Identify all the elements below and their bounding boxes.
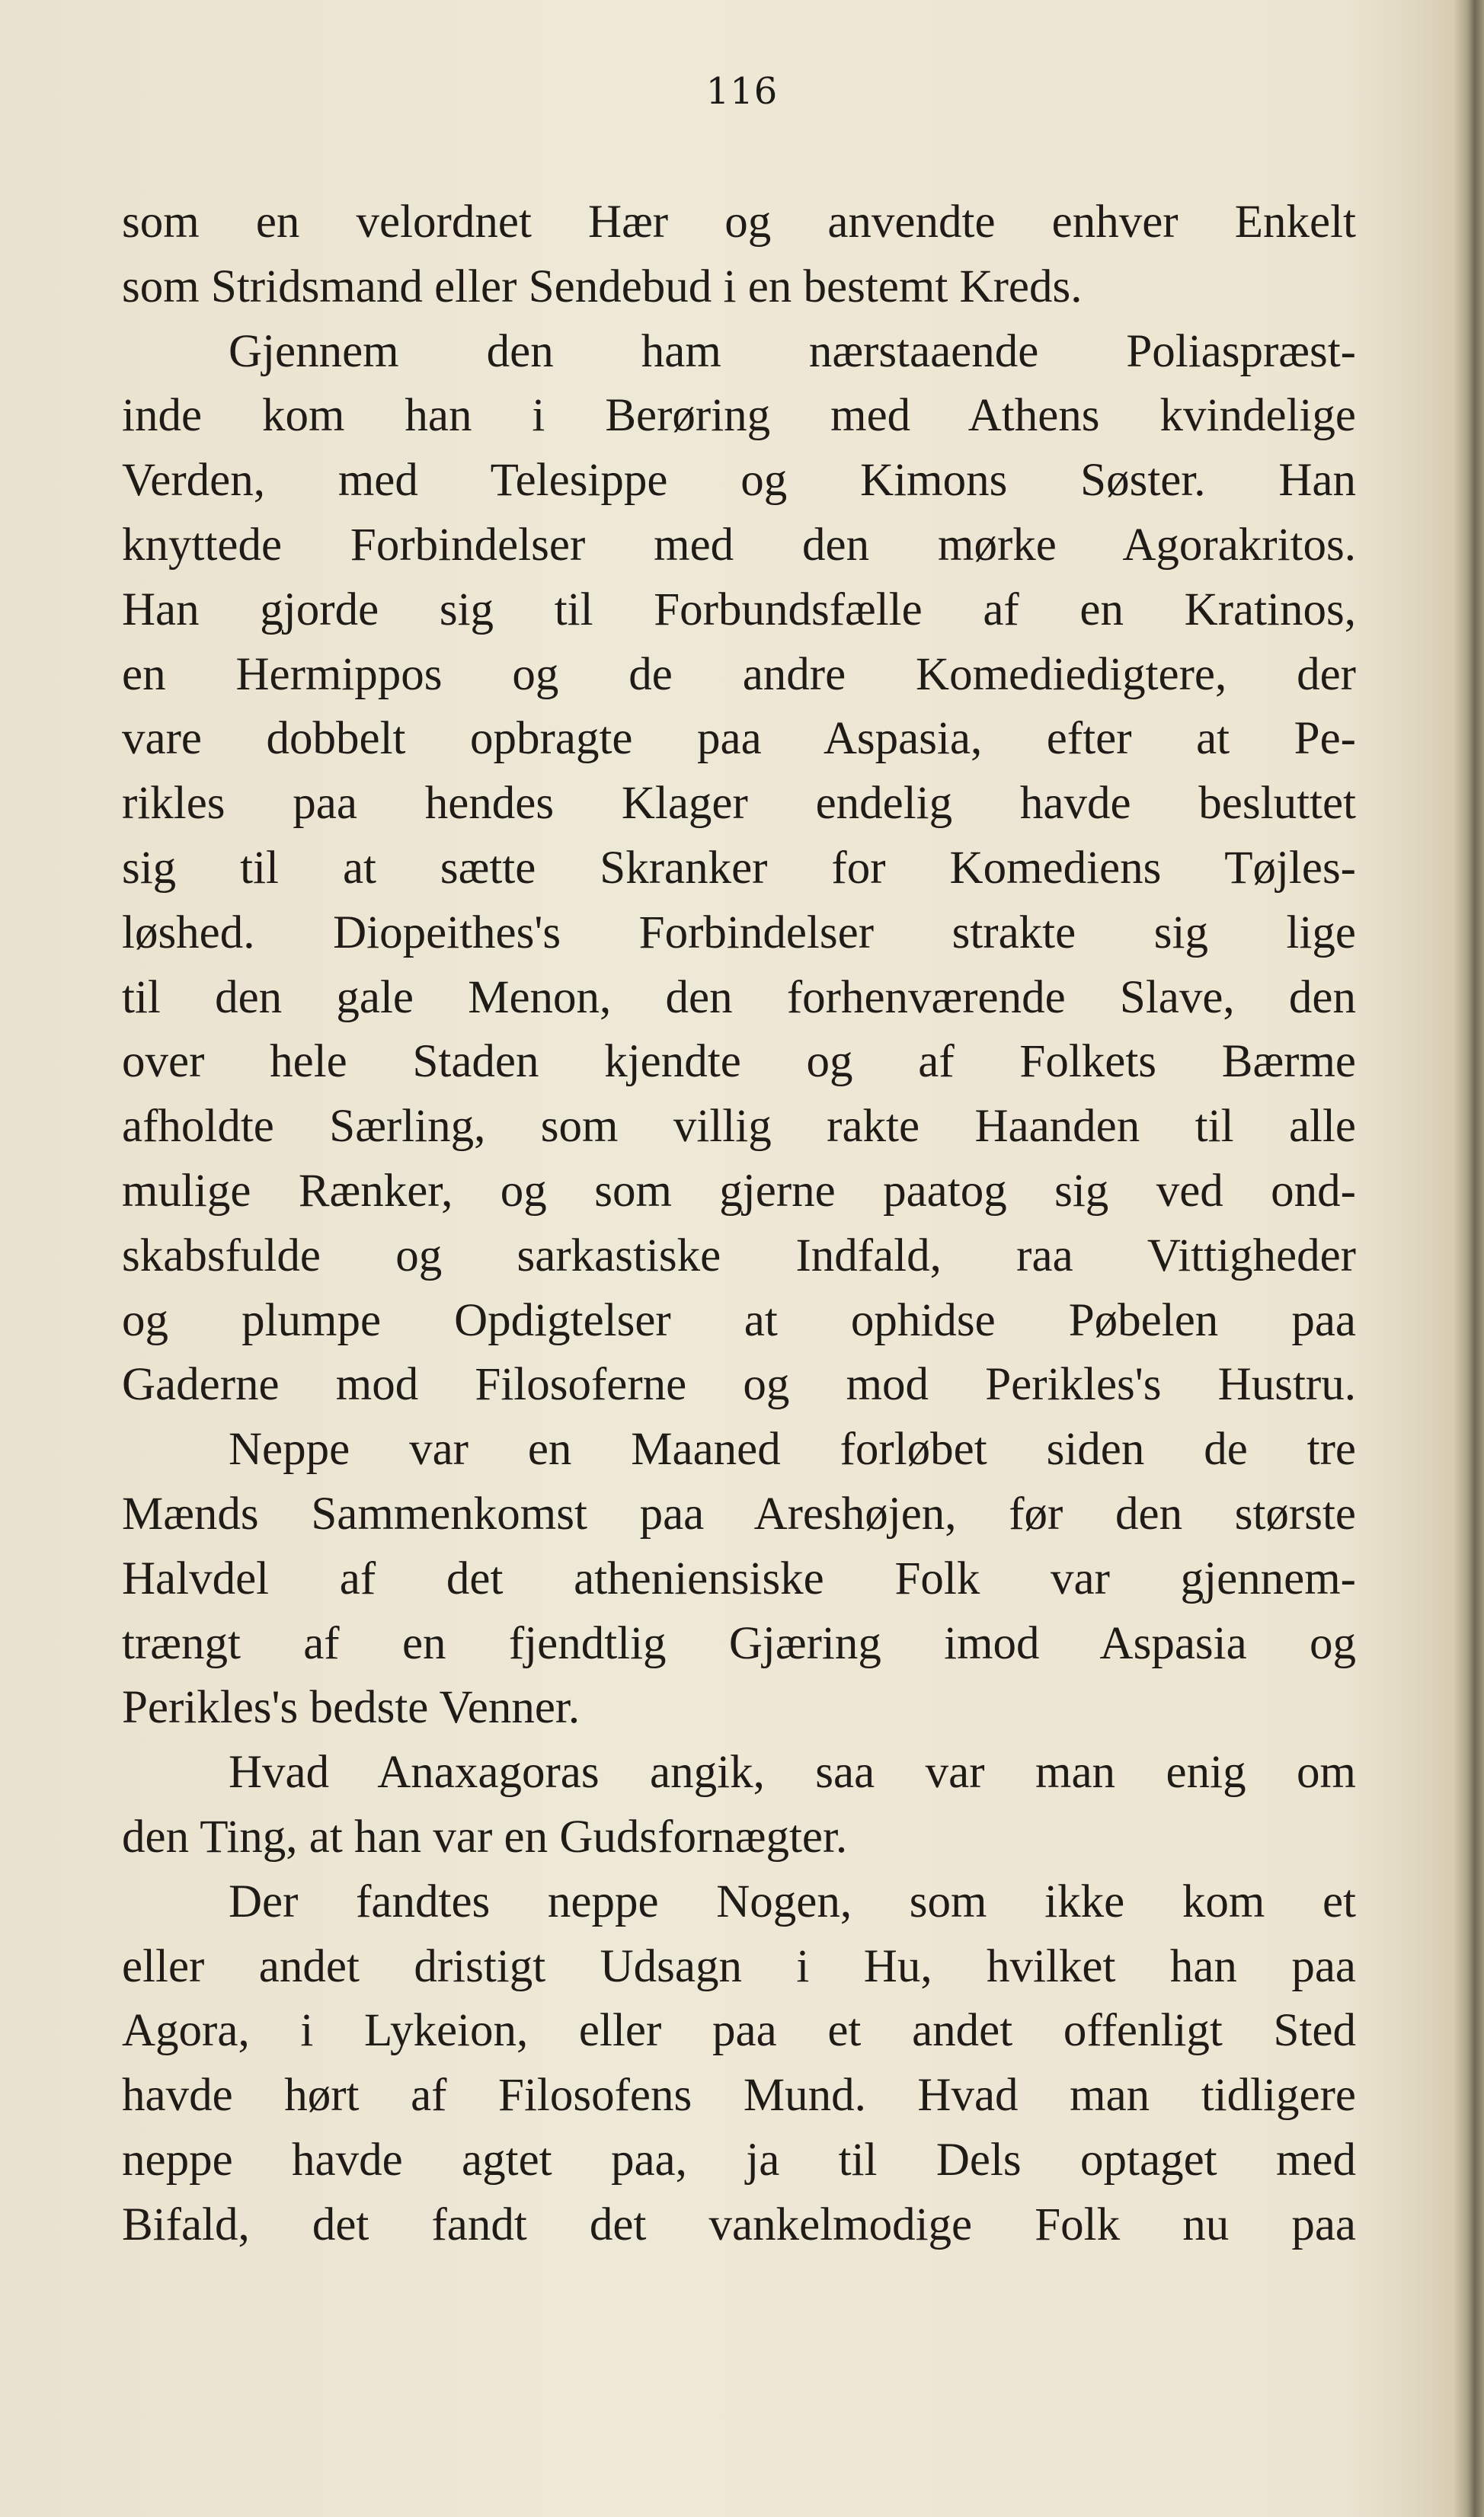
text-line: Mænds Sammenkomst paa Areshøjen, før den største — [122, 1488, 1356, 1540]
text-line: eller andet dristigt Udsagn i Hu, hvilket han paa — [122, 1940, 1356, 1992]
text-line: som en velordnet Hær og anvendte enhver Enkelt — [122, 197, 1356, 248]
text-line: Neppe var en Maaned forløbet siden de tre — [229, 1424, 1356, 1476]
text-line: Halvdel af det atheniensiske Folk var gjennem- — [122, 1553, 1356, 1604]
body-text — [122, 190, 1356, 2258]
text-line: som Stridsmand eller Sendebud i en bestemt Kreds. — [122, 261, 1083, 312]
text-line: havde hørt af Filosofens Mund. Hvad man tidligere — [122, 2070, 1356, 2122]
text-line: knyttede Forbindelser med den mørke Agorakritos. — [122, 519, 1356, 571]
text-line: løshed. Diopeithes's Forbindelser strakte sig lige — [122, 907, 1356, 958]
text-line: Bifald, det fandt det vankelmodige Folk nu paa — [122, 2199, 1356, 2250]
text-line: Hvad Anaxagoras angik, saa var man enig om — [229, 1747, 1356, 1799]
text-line: neppe havde agtet paa, ja til Dels optaget med — [122, 2134, 1356, 2186]
text-line: Gaderne mod Filosoferne og mod Perikles's Hustru. — [122, 1359, 1356, 1411]
page-edge-shadow — [1454, 0, 1484, 2517]
text-line: en Hermippos og de andre Komediedigtere, der — [122, 648, 1356, 700]
text-line: rikles paa hendes Klager endelig havde besluttet — [122, 778, 1356, 830]
text-line: og plumpe Opdigtelser at ophidse Pøbelen paa — [122, 1294, 1356, 1346]
text-line: til den gale Menon, den forhenværende Slave, den — [122, 971, 1356, 1023]
text-line: Agora, i Lykeion, eller paa et andet offenligt Sted — [122, 2005, 1356, 2057]
text-line: sig til at sætte Skranker for Komediens Tøjles- — [122, 842, 1356, 894]
page-number: 116 — [705, 70, 779, 113]
text-line: mulige Rænker, og som gjerne paatog sig ved ond- — [122, 1165, 1356, 1217]
text-line: Gjennem den ham nærstaaende Poliaspræst- — [229, 325, 1356, 377]
text-line: skabsfulde og sarkastiske Indfald, raa Vittigheder — [122, 1230, 1356, 1281]
text-line: Perikles's bedste Venner. — [122, 1682, 580, 1734]
text-line: afholdte Særling, som villig rakte Haanden til alle — [122, 1101, 1356, 1153]
text-line: den Ting, at han var en Gudsfornægter. — [122, 1811, 848, 1863]
text-line: vare dobbelt opbragte paa Aspasia, efter at Pe- — [122, 713, 1356, 765]
text-line: trængt af en fjendtlig Gjæring imod Aspasia og — [122, 1617, 1356, 1669]
text-line: Han gjorde sig til Forbundsfælle af en Kratinos, — [122, 584, 1356, 635]
text-line: over hele Staden kjendte og af Folkets Bærme — [122, 1036, 1356, 1088]
text-line: inde kom han i Berøring med Athens kvindelige — [122, 390, 1356, 442]
text-line: Verden, med Telesippe og Kimons Søster. Han — [122, 455, 1356, 507]
text-line: Der fandtes neppe Nogen, som ikke kom et — [229, 1876, 1356, 1927]
